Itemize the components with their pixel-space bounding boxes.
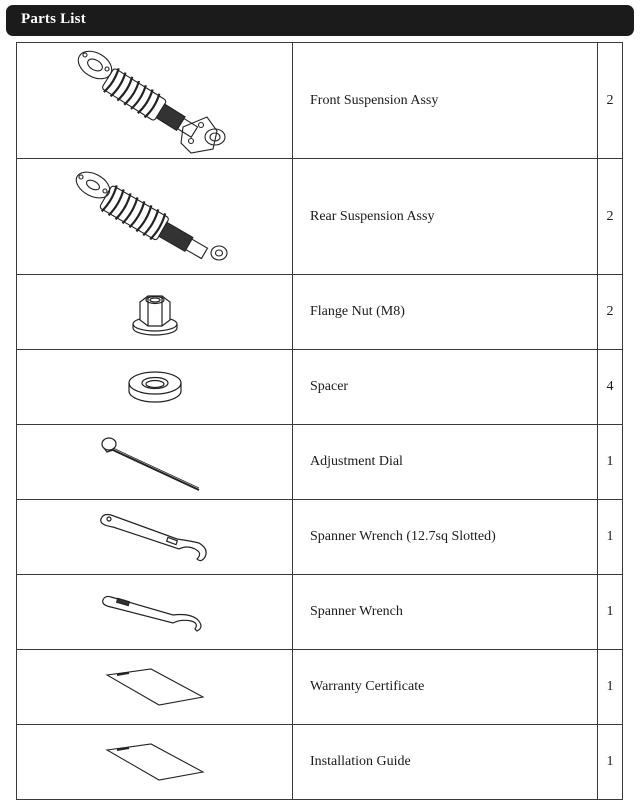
slotted-spanner-wrench-icon <box>97 511 213 563</box>
part-name: Installation Guide <box>293 725 598 800</box>
part-image-cell <box>17 575 293 650</box>
part-image-cell <box>17 159 293 275</box>
part-name: Spanner Wrench (12.7sq Slotted) <box>293 500 598 575</box>
table-row <box>17 650 623 725</box>
part-image-cell <box>17 425 293 500</box>
spacer-icon <box>123 365 187 409</box>
part-name: Adjustment Dial <box>293 425 598 500</box>
part-image-cell <box>17 275 293 350</box>
table-row <box>17 425 623 500</box>
part-quantity: 2 <box>598 275 623 350</box>
part-name: Flange Nut (M8) <box>293 275 598 350</box>
part-quantity: 2 <box>598 159 623 275</box>
table-row <box>17 725 623 800</box>
part-quantity: 1 <box>598 500 623 575</box>
part-quantity: 4 <box>598 350 623 425</box>
installation-guide-icon <box>103 742 207 782</box>
part-image-cell <box>17 500 293 575</box>
part-quantity: 1 <box>598 650 623 725</box>
part-image-cell <box>17 725 293 800</box>
part-name: Spanner Wrench <box>293 575 598 650</box>
warranty-certificate-icon <box>103 667 207 707</box>
part-name: Warranty Certificate <box>293 650 598 725</box>
table-row <box>17 43 623 159</box>
table-row <box>17 575 623 650</box>
part-name: Front Suspension Assy <box>293 43 598 159</box>
part-quantity: 1 <box>598 725 623 800</box>
part-image-cell <box>17 350 293 425</box>
parts-list-header <box>6 5 634 36</box>
spanner-wrench-icon <box>99 592 211 632</box>
table-row <box>17 350 623 425</box>
table-row <box>17 275 623 350</box>
part-image-cell <box>17 43 293 159</box>
part-quantity: 2 <box>598 43 623 159</box>
page-title: Parts List <box>21 11 86 27</box>
front-suspension-icon <box>65 45 245 157</box>
flange-nut-icon <box>125 288 185 336</box>
part-quantity: 1 <box>598 575 623 650</box>
part-image-cell <box>17 650 293 725</box>
parts-table <box>16 42 623 800</box>
table-row <box>17 500 623 575</box>
rear-suspension-icon <box>65 163 245 271</box>
part-quantity: 1 <box>598 425 623 500</box>
table-row <box>17 159 623 275</box>
part-name: Spacer <box>293 350 598 425</box>
adjustment-dial-icon <box>95 430 215 494</box>
part-name: Rear Suspension Assy <box>293 159 598 275</box>
